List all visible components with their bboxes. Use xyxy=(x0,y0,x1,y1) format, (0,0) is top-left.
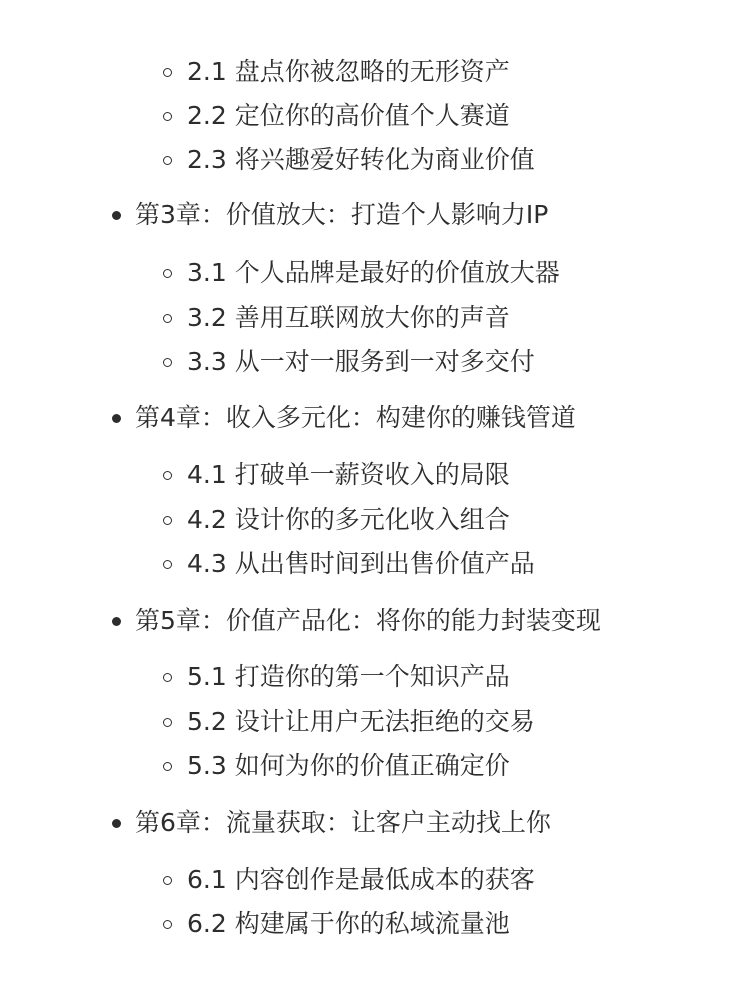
list-item-section-4-1 xyxy=(163,453,510,497)
section-title: 5.3 如何为你的价值正确定价 xyxy=(187,751,510,780)
hollow-circle-bullet-icon xyxy=(163,673,172,682)
hollow-circle-bullet-icon xyxy=(163,156,172,165)
list-item-section-5-2 xyxy=(163,700,535,744)
section-title: 2.3 将兴趣爱好转化为商业价值 xyxy=(187,145,535,174)
section-title: 2.1 盘点你被忽略的无形资产 xyxy=(187,57,510,86)
chapter-title: 第4章：收入多元化：构建你的赚钱管道 xyxy=(135,403,576,432)
list-item-chapter-4 xyxy=(112,396,576,440)
section-title: 4.1 打破单一薪资收入的局限 xyxy=(187,460,510,489)
hollow-circle-bullet-icon xyxy=(163,516,172,525)
section-title: 2.2 定位你的高价值个人赛道 xyxy=(187,101,510,130)
section-title: 6.1 内容创作是最低成本的获客 xyxy=(187,865,535,894)
section-title: 6.2 构建属于你的私域流量池 xyxy=(187,909,510,938)
hollow-circle-bullet-icon xyxy=(163,471,172,480)
section-title: 4.2 设计你的多元化收入组合 xyxy=(187,505,510,534)
filled-circle-bullet-icon xyxy=(112,819,121,828)
hollow-circle-bullet-icon xyxy=(163,314,172,323)
list-item-section-5-1 xyxy=(163,655,510,699)
list-item-section-3-3 xyxy=(163,340,535,384)
hollow-circle-bullet-icon xyxy=(163,718,172,727)
list-item-section-4-3 xyxy=(163,542,535,586)
filled-circle-bullet-icon xyxy=(112,617,121,626)
chapter-title: 第6章：流量获取：让客户主动找上你 xyxy=(135,808,551,837)
hollow-circle-bullet-icon xyxy=(163,876,172,885)
hollow-circle-bullet-icon xyxy=(163,358,172,367)
list-item-section-6-2 xyxy=(163,902,510,946)
section-title: 3.2 善用互联网放大你的声音 xyxy=(187,303,510,332)
chapter-title: 第3章：价值放大：打造个人影响力IP xyxy=(135,200,549,229)
list-item-section-2-3 xyxy=(163,138,535,182)
hollow-circle-bullet-icon xyxy=(163,920,172,929)
list-item-section-3-2 xyxy=(163,296,510,340)
list-item-section-2-2 xyxy=(163,94,510,138)
list-item-chapter-5 xyxy=(112,599,601,643)
list-item-section-6-1 xyxy=(163,858,535,902)
section-title: 4.3 从出售时间到出售价值产品 xyxy=(187,549,535,578)
list-item-section-4-2 xyxy=(163,498,510,542)
list-item-chapter-6 xyxy=(112,801,551,845)
section-title: 3.1 个人品牌是最好的价值放大器 xyxy=(187,258,560,287)
section-title: 5.1 打造你的第一个知识产品 xyxy=(187,662,510,691)
hollow-circle-bullet-icon xyxy=(163,269,172,278)
section-title: 5.2 设计让用户无法拒绝的交易 xyxy=(187,707,535,736)
list-item-section-5-3 xyxy=(163,744,510,788)
hollow-circle-bullet-icon xyxy=(163,68,172,77)
list-item-chapter-3 xyxy=(112,193,548,237)
filled-circle-bullet-icon xyxy=(112,211,121,220)
section-title: 3.3 从一对一服务到一对多交付 xyxy=(187,347,535,376)
hollow-circle-bullet-icon xyxy=(163,112,172,121)
chapter-title: 第5章：价值产品化：将你的能力封装变现 xyxy=(135,606,601,635)
filled-circle-bullet-icon xyxy=(112,414,121,423)
list-item-section-3-1 xyxy=(163,251,560,295)
hollow-circle-bullet-icon xyxy=(163,560,172,569)
list-item-section-2-1 xyxy=(163,50,510,94)
hollow-circle-bullet-icon xyxy=(163,762,172,771)
